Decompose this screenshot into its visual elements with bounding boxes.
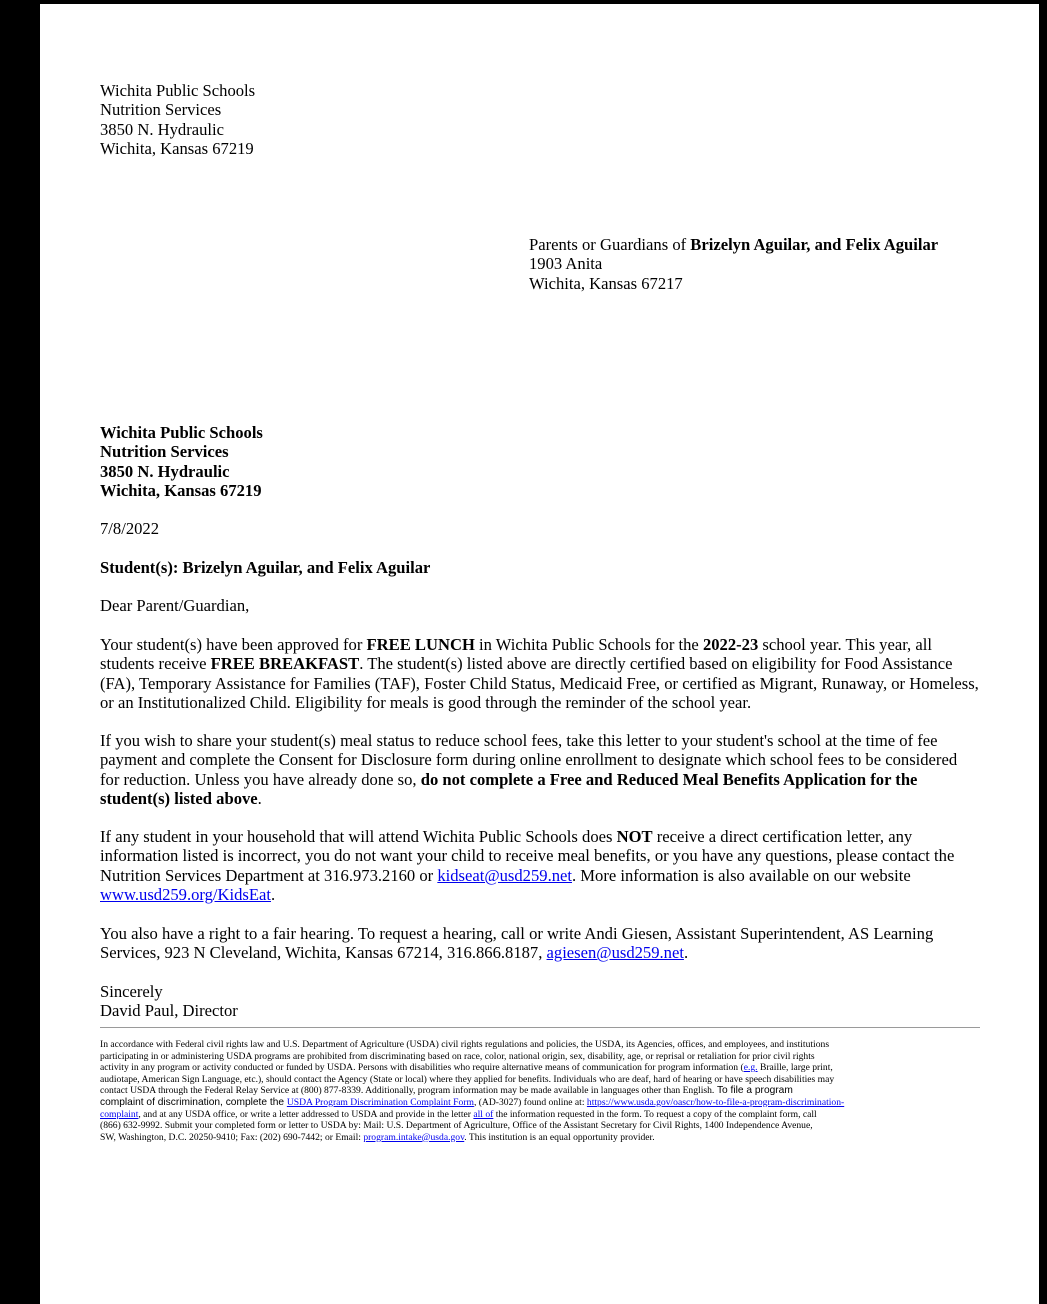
nondiscrimination-statement: In accordance with Federal civil rights law and U.S. Department of Agriculture (USDA) civil rights regulations and policies, the USDA, its Agencies, offices, and employees, and institutions participating in or administering USDA programs are prohibited from discriminating based on race, color, national origin, sex, disability, age, or reprisal or retaliation for prior civil rights activity in any program or activity conducted or funded by USDA. Persons with disabilities who require alternative means of communication for program information (e.g. Braille, large print, audiotape, American Sign Language, etc.), should contact the Agency (State or local) where they applied for benefits. Individuals who are deaf, hard of hearing or have speech disabilities may contact USDA through the Federal Relay Service at (800) 877-8339. Additionally, program information may be made available in languages other than English. To file a program complaint of discrimination, complete the USDA Program Discrimination Complaint Form, (AD-3027) found online at: https://www.usda.gov/oascr/how-to-file-a-program-discrimination- complaint, and at any USDA office, or write a letter addressed to USDA and provide in the letter all of the information requested in the form. To request a copy of the complaint form, call (866) 632-9992. Submit your completed form or letter to USDA by: Mail: U.S. Department of Agriculture, Office of the Assistant Secretary for Civil Rights, 1400 Independence Avenue, SW, Washington, D.C. 20250-9410; Fax: (202) 690-7442; or Email: program.intake@usda.gov. This institution is an equal opportunity provider.	[100, 1039, 845, 1143]
footer-divider	[100, 1027, 980, 1028]
closing	[100, 982, 238, 1021]
recipient-line	[529, 235, 938, 254]
contact-paragraph: If any student in your household that will attend Wichita Public Schools does NOT receive a direct certification letter, any information listed is incorrect, you do not want your child to receive meal benefits, or you have any questions, please contact the Nutrition Services Department at 316.973.2160 or kidseat@usd259.net. More information is also available on our website www.usd259.org/KidsEat.	[100, 827, 955, 904]
fees-paragraph: If you wish to share your student(s) meal status to reduce school fees, take this letter to your student's school at the time of fee payment and complete the Consent for Disclosure form during online enrollment to designate which school fees to be considered for reduction. Unless you have already done so, do not complete a Free and Reduced Meal Benefits Application for the student(s) listed above.	[100, 731, 958, 808]
sender-address	[100, 81, 255, 158]
usda-complaint-url-link[interactable]: https://www.usda.gov/oascr/how-to-file-a-program-discrimination-	[586, 1096, 845, 1108]
students-line: Student(s): Brizelyn Aguilar, and Felix Aguilar	[100, 558, 431, 577]
recipient-names: Brizelyn Aguilar, and Felix Aguilar	[690, 235, 939, 254]
agiesen-email-link[interactable]: agiesen@usd259.net	[546, 943, 684, 963]
program-intake-email-link[interactable]: program.intake@usda.gov	[363, 1131, 465, 1143]
usda-complaint-url-link-cont[interactable]: complaint	[100, 1108, 139, 1120]
recipient-address	[529, 235, 938, 293]
closing-sincerely: Sincerely	[100, 982, 163, 1001]
sender-line: 3850 N. Hydraulic	[100, 119, 224, 139]
letter-date: 7/8/2022	[100, 519, 160, 538]
signature-name: David Paul, Director	[100, 1001, 238, 1021]
approval-paragraph: Your student(s) have been approved for FREE LUNCH in Wichita Public Schools for the 2022-23 school year. This year, all students receive FREE BREAKFAST. The student(s) listed above are directly certified based on eligibility for Food Assistance (FA), Temporary Assistance for Families (TAF), Foster Child Status, Medicaid Free, or certified as Migrant, Runaway, or Homeless, or an Institutionalized Child. Eligibility for meals is good through the reminder of the school year.	[100, 635, 979, 712]
website-link[interactable]: www.usd259.org/KidsEat	[100, 884, 272, 904]
return-address	[100, 423, 263, 500]
recipient-street: 1903 Anita	[529, 254, 603, 274]
sender-line: Wichita, Kansas 67219	[100, 138, 254, 158]
recipient-prefix: Parents or Guardians of	[529, 235, 691, 254]
letter-page	[40, 4, 1039, 1304]
return-line: 3850 N. Hydraulic	[100, 461, 230, 481]
return-line: Nutrition Services	[100, 442, 229, 462]
hearing-paragraph: You also have a right to a fair hearing. To request a hearing, call or write Andi Giesen, Assistant Superintendent, AS Learning Services, 923 N Cleveland, Wichita, Kansas 67214, 316.866.8187, agiesen@usd259.net.	[100, 924, 934, 963]
all-of-link[interactable]: all of	[473, 1108, 494, 1120]
return-line: Wichita, Kansas 67219	[100, 480, 262, 500]
sender-line: Wichita Public Schools	[100, 81, 256, 100]
recipient-city: Wichita, Kansas 67217	[529, 273, 683, 293]
eg-link[interactable]: e.g.	[743, 1062, 758, 1074]
return-line: Wichita Public Schools	[100, 423, 263, 442]
complaint-form-link[interactable]: USDA Program Discrimination Complaint Form	[286, 1096, 474, 1108]
sender-line: Nutrition Services	[100, 100, 222, 120]
salutation: Dear Parent/Guardian,	[100, 596, 250, 615]
kidseat-email-link[interactable]: kidseat@usd259.net	[437, 865, 572, 885]
